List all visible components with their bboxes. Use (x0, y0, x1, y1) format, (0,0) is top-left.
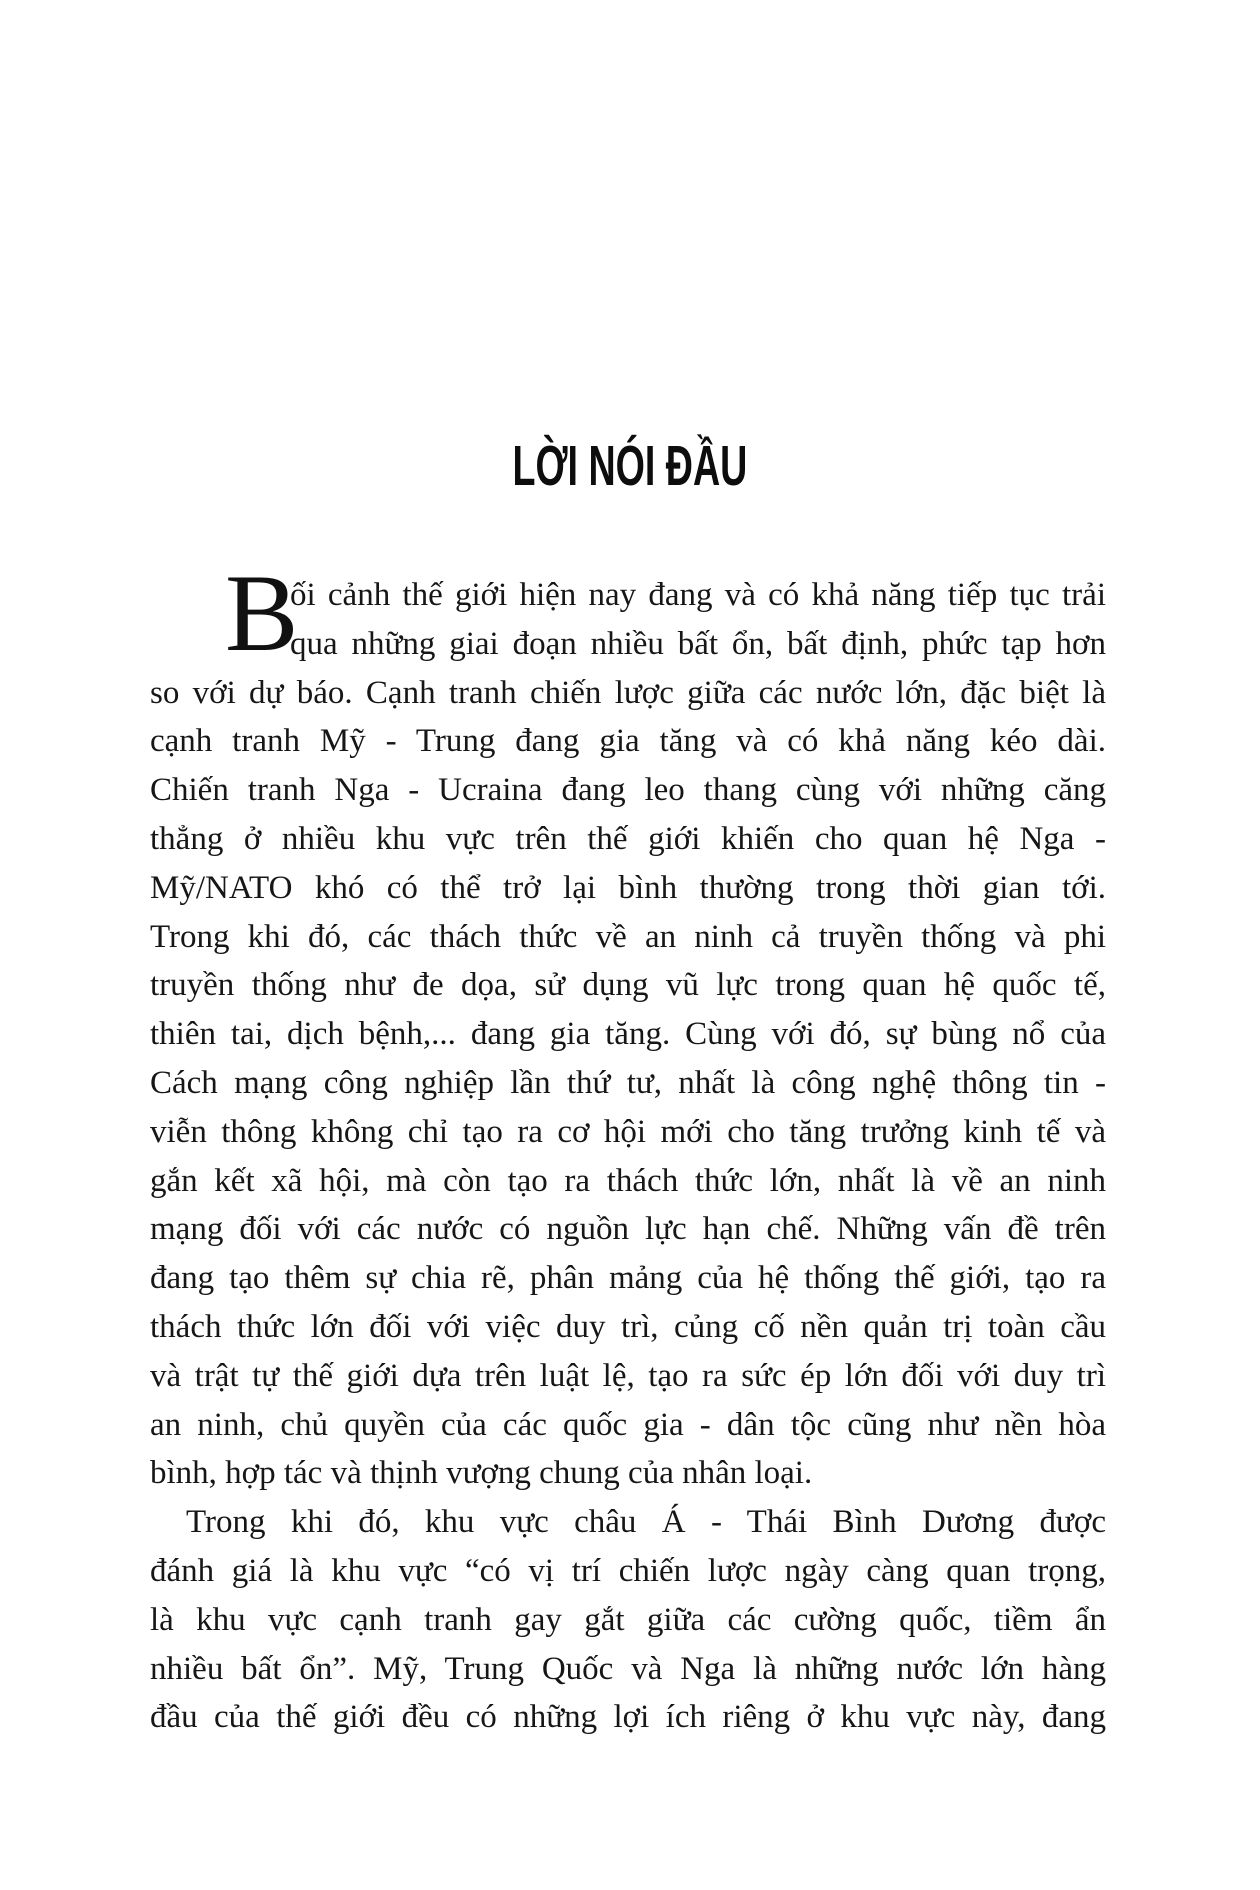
text-line: gắn kết xã hội, mà còn tạo ra thách thức lớn, nhất là về an ninh (150, 1162, 1106, 1199)
text-line: Chiến tranh Nga - Ucraina đang leo thang cùng với những căng (150, 772, 1106, 809)
text-line: và trật tự thế giới dựa trên luật lệ, tạo ra sức ép lớn đối với duy trì (150, 1357, 1106, 1394)
text-line: nhiều bất ổn”. Mỹ, Trung Quốc và Nga là những nước lớn hàng (150, 1650, 1106, 1687)
text-line: an ninh, chủ quyền của các quốc gia - dân tộc cũng như nền hòa (150, 1406, 1106, 1443)
text-line: Trong khi đó, các thách thức về an ninh cả truyền thống và phi (150, 918, 1106, 955)
text-line: so với dự báo. Cạnh tranh chiến lược giữa các nước lớn, đặc biệt là (150, 674, 1106, 711)
text-line: đầu của thế giới đều có những lợi ích riêng ở khu vực này, đang (150, 1699, 1106, 1736)
text-line: truyền thống như đe dọa, sử dụng vũ lực trong quan hệ quốc tế, (150, 967, 1106, 1004)
drop-cap: B (225, 552, 299, 674)
text-line: thiên tai, dịch bệnh,... đang gia tăng. Cùng với đó, sự bùng nổ của (150, 1016, 1106, 1053)
text-line: viễn thông không chỉ tạo ra cơ hội mới cho tăng trưởng kinh tế và (150, 1113, 1106, 1150)
preface-body (150, 552, 1106, 1742)
text-line: đánh giá là khu vực “có vị trí chiến lược ngày càng quan trọng, (150, 1552, 1106, 1589)
text-line: bình, hợp tác và thịnh vượng chung của nhân loại. (150, 1455, 813, 1492)
text-line: thẳng ở nhiều khu vực trên thế giới khiến cho quan hệ Nga - (150, 820, 1106, 857)
text-line: Trong khi đó, khu vực châu Á - Thái Bình Dương được (186, 1504, 1106, 1541)
page-title (0, 434, 1260, 499)
text-line: ối cảnh thế giới hiện nay đang và có khả năng tiếp tục trải (290, 577, 1106, 613)
text-line: thách thức lớn đối với việc duy trì, củng cố nền quản trị toàn cầu (150, 1308, 1106, 1345)
text-line: là khu vực cạnh tranh gay gắt giữa các cường quốc, tiềm ẩn (150, 1601, 1106, 1638)
text-line: qua những giai đoạn nhiều bất ổn, bất định, phức tạp hơn (290, 625, 1106, 662)
text-line: cạnh tranh Mỹ - Trung đang gia tăng và có khả năng kéo dài. (150, 723, 1106, 760)
text-line: Cách mạng công nghiệp lần thứ tư, nhất là công nghệ thông tin - (150, 1064, 1106, 1101)
paragraph-1 (150, 571, 1106, 1498)
text-line: mạng đối với các nước có nguồn lực hạn chế. Những vấn đề trên (150, 1211, 1106, 1248)
paragraph-2 (150, 1498, 1106, 1742)
text-line: Mỹ/NATO khó có thể trở lại bình thường trong thời gian tới. (150, 869, 1106, 906)
page-title-text: LỜI NÓI ĐẦU (512, 434, 748, 499)
text-line: đang tạo thêm sự chia rẽ, phân mảng của hệ thống thế giới, tạo ra (150, 1260, 1106, 1297)
